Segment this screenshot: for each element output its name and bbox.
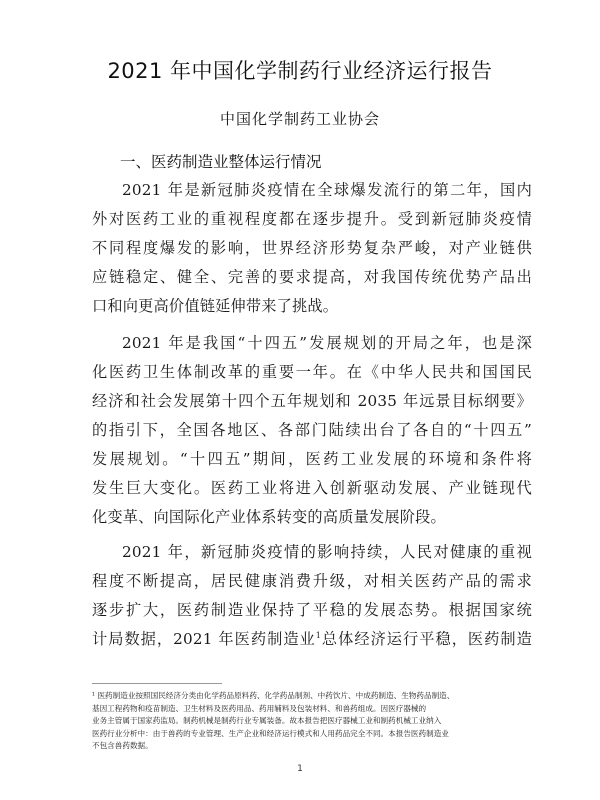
paragraph-line: 化变革、向国际化产业体系转变的高质量发展阶段。 xyxy=(92,508,446,526)
paragraph-line: 发生巨大变化。医药工业将进入创新驱动发展、产业链现代 xyxy=(92,479,532,497)
footnote-reference[interactable]: 1 xyxy=(315,630,322,640)
paragraph-line: 口和向更高价值链延伸带来了挑战。 xyxy=(92,297,339,315)
footnote-line: 不包含兽药数据。 xyxy=(92,741,153,751)
footnote-line: 基因工程药物和疫苗制造、卫生材料及医药用品、药用辅料及包装材料、和兽药组成。因医疗器械的 xyxy=(92,703,427,713)
paragraph-text: 总体经济运行平稳，医药制造 xyxy=(321,630,532,648)
footnote xyxy=(92,690,532,753)
paragraph-line: 化医药卫生体制改革的重要一年。在《中华人民共和国国民 xyxy=(92,363,532,381)
paragraph-2 xyxy=(92,329,532,532)
page-number: 1 xyxy=(297,764,303,774)
paragraph-3 xyxy=(92,538,532,654)
paragraph-line: 2021 年，新冠肺炎疫情的影响持续，人民对健康的重视 xyxy=(122,543,532,561)
paragraph-line: 不同程度爆发的影响，世界经济形势复杂严峻，对产业链供 xyxy=(92,239,532,257)
paragraph-text: 计局数据，2021 年医药制造业 xyxy=(92,630,316,648)
paragraph-line: 应链稳定、健全、完善的要求提高，对我国传统优势产品出 xyxy=(92,268,532,286)
report-title: 2021 年中国化学制药行业经济运行报告 xyxy=(107,59,493,83)
paragraph-line-with-footnote-ref xyxy=(92,625,532,654)
section-heading: 一、医药制造业整体运行情况 xyxy=(120,153,322,171)
paragraph-line: 发展规划。“十四五”期间，医药工业发展的环境和条件将 xyxy=(92,450,532,468)
paragraph-line: 经济和社会发展第十四个五年规划和 2035 年远景目标纲要》 xyxy=(92,392,532,410)
paragraph-line: 程度不断提高，居民健康消费升级，对相关医药产品的需求 xyxy=(92,572,532,590)
footnote-line: 医药行业分析中：由于兽药的专业管理、生产企业和经济运行模式和人用药品完全不同。本报告医药制造业 xyxy=(92,728,449,738)
footnote-divider xyxy=(92,683,222,684)
paragraph-line: 2021 年是新冠肺炎疫情在全球爆发流行的第二年，国内 xyxy=(122,181,532,199)
footnote-line: ¹ 医药制造业按照国民经济分类由化学药品原料药、化学药品制剂、中药饮片、中成药制造、生物药品制造、 xyxy=(92,691,455,700)
footnote-line: 业务主管属于国家药监局。制药机械是制药行业专属装备。故本报告把医疗器械工业和制药机械工业纳入 xyxy=(92,716,442,726)
organization-name: 中国化学制药工业协会 xyxy=(219,110,380,128)
paragraph-line: 的指引下，全国各地区、各部门陆续出台了各自的“十四五” xyxy=(92,421,532,439)
paragraph-line: 2021 年是我国“十四五”发展规划的开局之年，也是深 xyxy=(122,334,532,352)
paragraph-line: 逐步扩大，医药制造业保持了平稳的发展态势。根据国家统 xyxy=(92,601,532,619)
paragraph-1 xyxy=(92,176,532,321)
paragraph-line: 外对医药工业的重视程度都在逐步提升。受到新冠肺炎疫情 xyxy=(92,210,532,228)
